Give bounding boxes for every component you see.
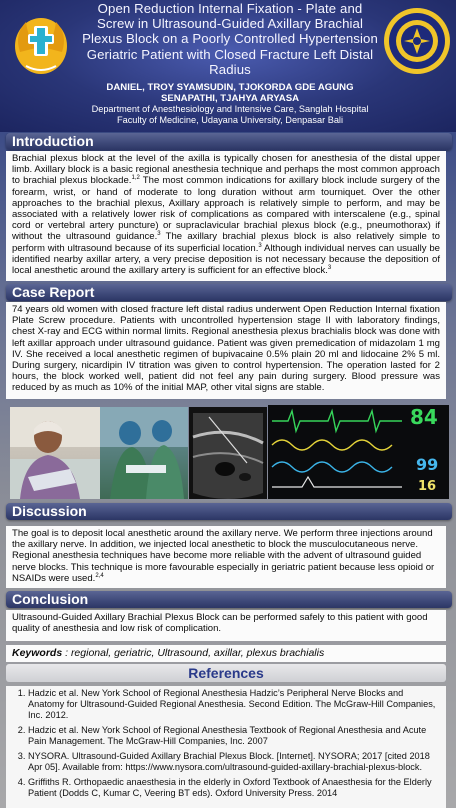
intro-sentence: The most common indications for axillary block include surgery of the forearm, wrist, or hand of moderate to long duration without arm tourniquet. Over the other approaches to the brachial plexus, Axillary approach is relatively simple to perform, and may be associated with a relatively lower risk of complications as compared with interscalene (e.g., spinal cord or vertebral artery puncture) or supraclavicular brachial plexus block (e.g., pneumothorax) if without the ultrasound guidance.	[12, 175, 440, 243]
poster-title: Open Reduction Internal Fixation - Plate and Screw in Ultrasound-Guided Axillary Brachial Plexus Block on a Poorly Controlled Hypertension Geriatric Patient with Closed Fracture Left Distal Radius	[82, 1, 378, 77]
conclusion-heading: Conclusion	[6, 591, 452, 608]
poster-header	[0, 0, 456, 132]
reference-list	[6, 686, 446, 808]
citation: 3	[327, 264, 332, 271]
introduction-text	[6, 151, 446, 281]
patient-photo	[10, 407, 100, 499]
case-report-text: 74 years old women with closed fracture left distal radius underwent Open Reduction Internal fixation Plate Screw procedure. Patients with uncontrolled hypertension stage II with laboratory findings, chest X-ray and ECG within normal limits. Regional anesthesia plexus brachialis block was done with left axillar approach under ultrasound guidance. Patient was given premedication of midazolam 1 mg IV. She received a local anesthetic regimen of bupivacaine 0.5% plain 20 ml and lidocaine 2% 5 ml. During surgery, nicardipin IV titration was given to control hypertension. The operation lasted for 2 hours, the block worked well, patient did not feel any pain during surgery. Blood pressure was reduced by as much as 10% of the initial MAP, other vital signs are stable.	[6, 302, 446, 399]
reference-item: 2. Hadzic et al. New York School of Regional Anesthesia Textbook of Regional Anesthesia and Acute Pain Management. The McGraw-Hill Companies, Inc. 2007	[28, 725, 440, 747]
intro-sentence: The axillary brachial plexus block is also relatively simple to perform with ultrasound because of its superficial location.	[12, 231, 440, 254]
introduction-heading: Introduction	[6, 133, 452, 150]
author-line: DANIEL, TROY SYAMSUDIN, TJOKORDA GDE AGUNG	[106, 82, 354, 93]
reference-item: 3. NYSORA. Ultrasound-Guided Axillary Brachial Plexus Block. [Internet]. NYSORA; 2017 [cited 2018 Apr 05]. Available from: https://www.nysora.com/ultrasound-guided-axillary-brachial-plexus-block.	[28, 751, 440, 773]
discussion-body: The goal is to deposit local anesthetic around the axillary nerve. We perform three injections around the axillary nerve. In addition, we injected local anesthetic to block the musculocutaneous nerve. Regional anesthesia techniques have become more reliable with the advent of ultrasound guided nerve blocks. This technique is more favourable especially in geriatric patient because less opioid or NSAIDs were used.	[12, 528, 435, 584]
author-line: SENAPATHI, TJAHYA ARYASA	[160, 93, 300, 104]
intro-sentence: Brachial plexus block at the level of the axilla is typically chosen for anesthesia of the distal upper limb. Axillary block is a basic regional anesthesia technique and perhaps the most common approach to brachial plexus blockade.	[12, 153, 440, 187]
reference-item: 1. Hadzic et al. New York School of Regional Anesthesia Hadzic’s Peripheral Nerve Blocks and Anatomy for Ultrasound-Guided Regional Anesthesia. Second Edition. The McGraw-Hill Companies, Inc. 2012.	[28, 688, 440, 721]
resp-rate-value: 16	[418, 479, 437, 494]
keywords-list: : regional, geriatric, Ultrasound, axillar, plexus brachialis	[62, 647, 325, 659]
keywords-label: Keywords	[12, 647, 63, 659]
references-heading: References	[6, 664, 446, 682]
conclusion-text: Ultrasound-Guided Axillary Brachial Plexus Block can be performed safely to this patient with good quality of anesthesia and low risk of complication.	[6, 610, 446, 641]
citation: 3	[157, 231, 161, 238]
discussion-heading: Discussion	[6, 503, 452, 520]
vital-signs-monitor	[268, 405, 449, 499]
citation: 2,4	[95, 572, 104, 579]
spo2-value: 99	[416, 455, 439, 474]
intro-sentence: Although individual nerves can usually be identified nearby axillar artery, a very precise deposition is not necessary because the deposition of local anesthetic around the axillary artery is sufficient for an effective block.	[12, 242, 440, 277]
hospital-logo	[6, 8, 76, 78]
discussion-text	[6, 526, 446, 588]
reference-item: 4. Griffiths R. Orthopaedic anaesthesia in the elderly in Oxford Textbook of Anaesthesia for the Elderly Patient (Dodds C, Kumar C, Veering BT eds). Oxford University Press. 2014	[28, 777, 440, 799]
citation: 1,2	[131, 175, 140, 182]
author-list	[70, 82, 390, 104]
ultrasound-image	[189, 407, 267, 499]
heart-rate-value: 84	[410, 405, 438, 429]
affiliation-line: Department of Anesthesiology and Intensive Care, Sanglah Hospital	[91, 104, 369, 114]
citation: 3	[258, 242, 262, 249]
case-report-heading: Case Report	[6, 284, 452, 301]
university-seal	[382, 6, 452, 76]
keywords	[6, 645, 446, 662]
affiliation-line: Faculty of Medicine, Udayana University, Denpasar Bali	[116, 115, 344, 125]
affiliation	[60, 104, 400, 126]
procedure-photo	[100, 407, 188, 499]
